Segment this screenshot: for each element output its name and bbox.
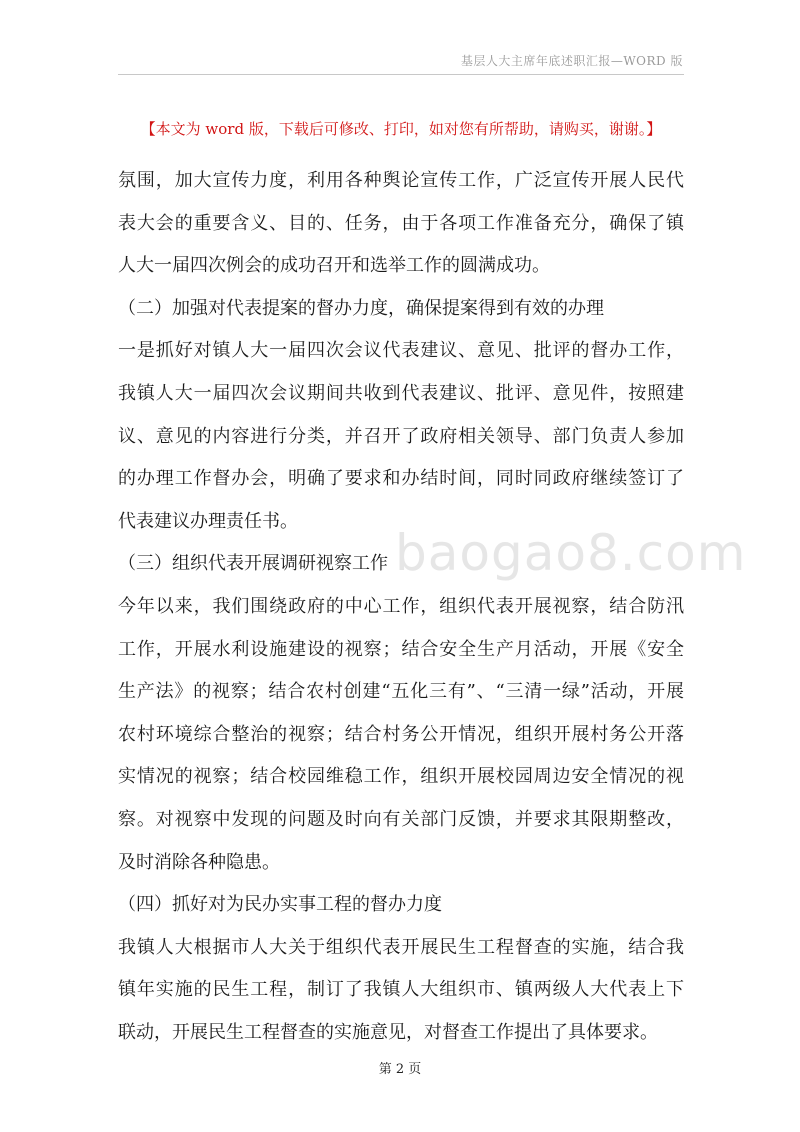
body-line: 察。对视察中发现的问题及时向有关部门反馈，并要求其限期整改， (118, 808, 684, 830)
page-number: 第 2 页 (378, 1062, 422, 1077)
body-line: 的办理工作督办会，明确了要求和办结时间，同时同政府继续签订了 (118, 468, 684, 490)
document-body (118, 160, 684, 1054)
body-line: 人大一届四次例会的成功召开和选举工作的圆满成功。 (118, 255, 550, 277)
download-notice: 【本文为 word 版，下载后可修改、打印，如对您有所帮助，请购买，谢谢。】 (140, 120, 662, 138)
section-heading-3: （三）组织代表开展调研视察工作 (118, 553, 388, 575)
body-line: 及时消除各种隐患。 (118, 851, 280, 873)
body-line: 氛围，加大宣传力度，利用各种舆论宣传工作，广泛宣传开展人民代 (118, 170, 684, 191)
body-line: 今年以来，我们围绕政府的中心工作，组织代表开展视察，结合防汛 (118, 595, 684, 617)
body-line: 农村环境综合整治的视察；结合村务公开情况，组织开展村务公开落 (118, 723, 684, 745)
body-line: 实情况的视察；结合校园维稳工作，组织开展校园周边安全情况的视 (118, 766, 684, 788)
body-line: 镇年实施的民生工程，制订了我镇人大组织市、镇两级人大代表上下 (118, 979, 684, 1001)
body-line: 一是抓好对镇人大一届四次会议代表建议、意见、批评的督办工作， (118, 340, 684, 362)
body-line: 联动，开展民生工程督查的实施意见，对督查工作提出了具体要求。 (118, 1021, 658, 1043)
section-heading-4: （四）抓好对为民办实事工程的督办力度 (118, 894, 442, 916)
body-line: 生产法》的视察；结合农村创建“五化三有”、“三清一绿”活动，开展 (118, 681, 684, 703)
header-divider (118, 74, 684, 75)
body-line: 工作，开展水利设施建设的视察；结合安全生产月活动，开展《安全 (118, 638, 684, 660)
body-line: 我镇人大根据市人大关于组织代表开展民生工程督查的实施，结合我 (118, 936, 684, 958)
body-line: 表大会的重要含义、目的、任务，由于各项工作准备充分，确保了镇 (118, 212, 684, 234)
body-line: 代表建议办理责任书。 (118, 510, 298, 532)
watermark: baogao8.com (395, 524, 747, 582)
body-line: 议、意见的内容进行分类，并召开了政府相关领导、部门负责人参加 (118, 425, 684, 447)
running-header: 基层人大主席年底述职汇报—WORD 版 (460, 54, 683, 68)
section-heading-2: （二）加强对代表提案的督办力度，确保提案得到有效的办理 (118, 297, 604, 319)
body-line: 我镇人大一届四次会议期间共收到代表建议、批评、意见件，按照建 (118, 382, 684, 404)
